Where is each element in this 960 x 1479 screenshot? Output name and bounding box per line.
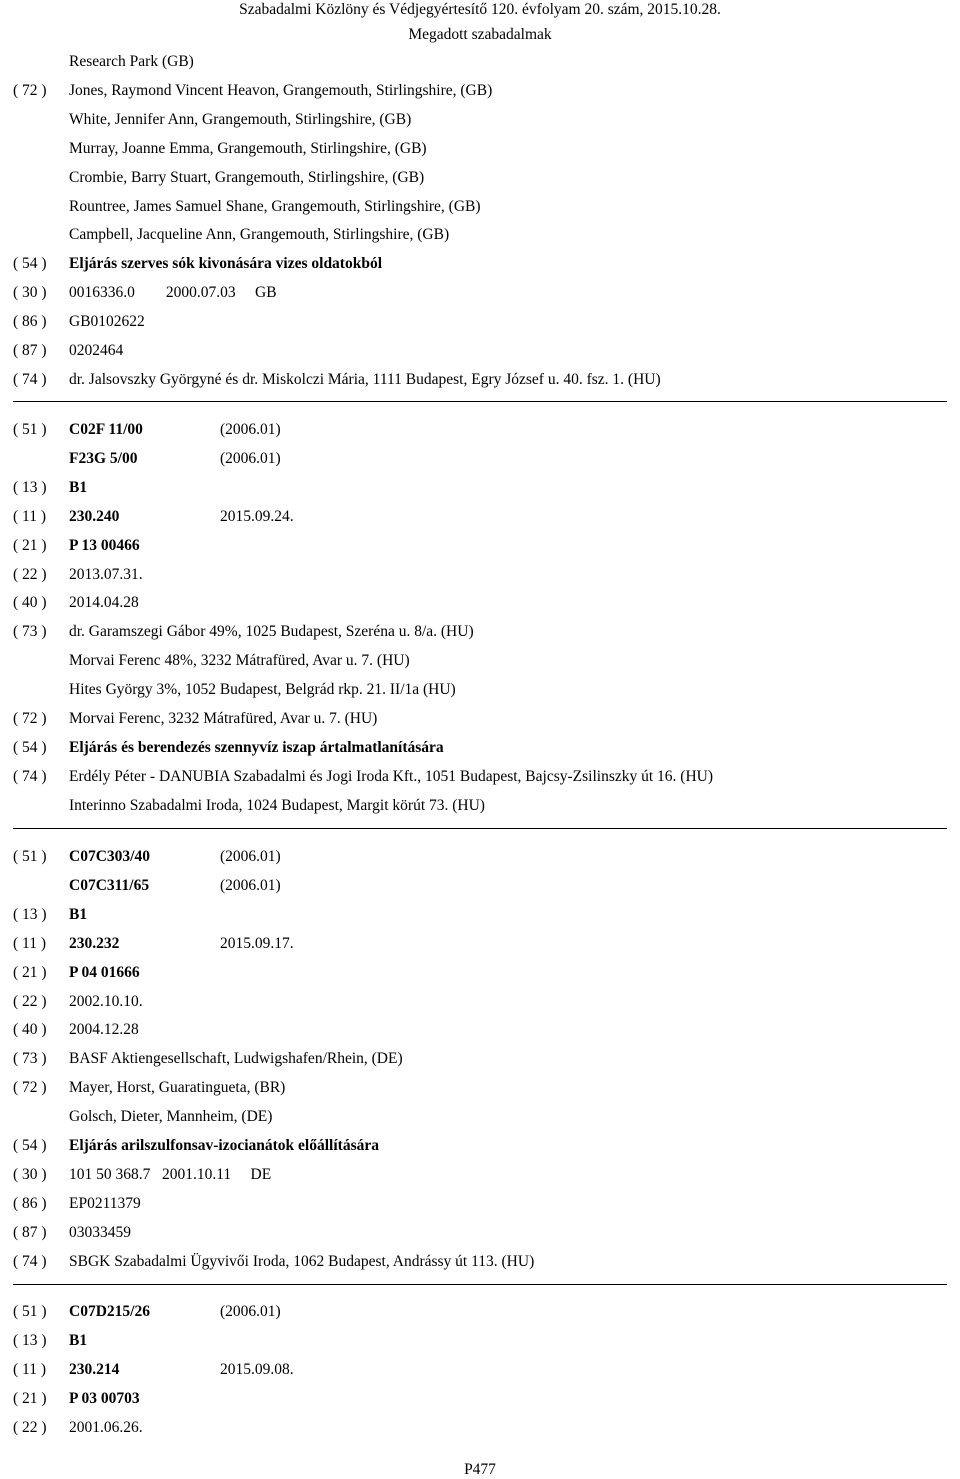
- field-code: ( 72 ): [13, 710, 47, 727]
- field-code: ( 87 ): [13, 342, 47, 359]
- record-separator: [13, 828, 947, 829]
- field-value: 230.214: [69, 1360, 120, 1378]
- field-value: BASF Aktiengesellschaft, Ludwigshafen/Rhein, (DE): [69, 1050, 403, 1068]
- record-line: [0, 307, 960, 336]
- field-code: ( 86 ): [13, 313, 47, 331]
- field-value: C07D215/26: [69, 1303, 150, 1320]
- field-code: ( 72 ): [13, 81, 47, 99]
- field-code: ( 72 ): [13, 1079, 47, 1097]
- record-line: [0, 675, 960, 704]
- record-line: [0, 473, 960, 502]
- record-line: [0, 502, 960, 531]
- record-line: [0, 871, 960, 900]
- record-line: [0, 1131, 960, 1160]
- field-value: B1: [69, 905, 88, 923]
- field-value: Morvai Ferenc, 3232 Mátrafüred, Avar u. 7. (HU): [69, 710, 378, 727]
- field-value: Eljárás és berendezés szennyvíz iszap ártalmatlanítására: [69, 738, 444, 756]
- field-value: B1: [69, 478, 88, 496]
- record-line: [0, 791, 960, 820]
- field-value: Morvai Ferenc 48%, 3232 Mátrafüred, Avar u. 7. (HU): [69, 652, 410, 670]
- field-value: C07C311/65: [69, 876, 150, 894]
- record-line: [0, 134, 960, 163]
- record-line: [0, 278, 960, 307]
- field-code: ( 74 ): [13, 370, 47, 388]
- field-value: Mayer, Horst, Guaratingueta, (BR): [69, 1079, 286, 1097]
- record-line: [0, 415, 960, 444]
- record-line: [0, 987, 960, 1016]
- field-value: Crombie, Barry Stuart, Grangemouth, Stirlingshire, (GB): [69, 168, 425, 186]
- field-code: ( 40 ): [13, 1021, 47, 1039]
- field-value: 2004.12.28: [69, 1021, 139, 1039]
- field-value: 2002.10.10.: [69, 992, 143, 1010]
- field-value: P 04 01666: [69, 963, 140, 981]
- journal-title: Szabadalmi Közlöny és Védjegyértesítő 120. évfolyam 20. szám, 2015.10.28.: [239, 1, 721, 18]
- record-line: [0, 444, 960, 473]
- field-value: dr. Garamszegi Gábor 49%, 1025 Budapest, Szeréna u. 8/a. (HU): [69, 623, 474, 641]
- field-code: ( 21 ): [13, 963, 47, 981]
- field-value: 2001.06.26.: [69, 1418, 143, 1436]
- field-value: SBGK Szabadalmi Ügyvivői Iroda, 1062 Budapest, Andrássy út 113. (HU): [69, 1252, 535, 1270]
- record-line: [0, 1355, 960, 1384]
- field-value: B1: [69, 1331, 88, 1349]
- record-line: [0, 958, 960, 987]
- field-value: 230.240: [69, 507, 120, 525]
- field-value: 2014.04.28: [69, 594, 139, 612]
- record-line: [0, 588, 960, 617]
- record-line: [0, 1218, 960, 1247]
- field-code: ( 13 ): [13, 478, 47, 496]
- field-code: ( 54 ): [13, 255, 47, 273]
- record-line: [0, 733, 960, 762]
- field-code: ( 54 ): [13, 738, 47, 756]
- field-value: C02F 11/00: [69, 421, 143, 438]
- field-value: Jones, Raymond Vincent Heavon, Grangemouth, Stirlingshire, (GB): [69, 81, 493, 99]
- field-code: ( 51 ): [13, 421, 47, 438]
- record-line: [0, 1160, 960, 1189]
- field-date: 2015.09.24.: [220, 507, 294, 525]
- field-date: (2006.01): [220, 1303, 281, 1320]
- field-value: Interinno Szabadalmi Iroda, 1024 Budapest, Margit körút 73. (HU): [69, 796, 485, 814]
- field-value: Golsch, Dieter, Mannheim, (DE): [69, 1108, 273, 1126]
- record-line: [0, 929, 960, 958]
- field-code: ( 30 ): [13, 1165, 47, 1183]
- record-line: [0, 560, 960, 589]
- record-line: [0, 842, 960, 871]
- field-value: 0202464: [69, 342, 124, 359]
- field-value: EP0211379: [69, 1194, 141, 1212]
- field-value: F23G 5/00: [69, 449, 138, 467]
- field-code: ( 87 ): [13, 1223, 47, 1241]
- field-date: 2015.09.17.: [220, 934, 294, 952]
- field-date: (2006.01): [220, 848, 281, 865]
- record-line: [0, 704, 960, 733]
- field-code: ( 74 ): [13, 1252, 47, 1270]
- field-value: 2013.07.31.: [69, 565, 143, 583]
- record-line: [0, 336, 960, 365]
- record-line: [0, 163, 960, 192]
- record-line: [0, 1073, 960, 1102]
- record-line: [0, 1384, 960, 1413]
- field-date: 2015.09.08.: [220, 1360, 294, 1378]
- field-value: GB0102622: [69, 313, 145, 331]
- record-line: [0, 365, 960, 394]
- field-value: 03033459: [69, 1223, 131, 1241]
- record-line: [0, 1102, 960, 1131]
- record-line: [0, 192, 960, 221]
- page-number: P477: [464, 1461, 496, 1478]
- field-code: ( 54 ): [13, 1137, 47, 1154]
- field-code: ( 21 ): [13, 1389, 47, 1407]
- record-line: [0, 1189, 960, 1218]
- field-code: ( 86 ): [13, 1194, 47, 1212]
- field-value: Hites György 3%, 1052 Budapest, Belgrád rkp. 21. II/1a (HU): [69, 681, 456, 699]
- field-value: 0016336.0 2000.07.03 GB: [69, 284, 277, 302]
- record-line: [0, 900, 960, 929]
- record-line: [0, 646, 960, 675]
- field-value: Murray, Joanne Emma, Grangemouth, Stirlingshire, (GB): [69, 139, 427, 157]
- field-value: P 03 00703: [69, 1389, 140, 1407]
- record-separator: [13, 401, 947, 402]
- field-value: Campbell, Jacqueline Ann, Grangemouth, Stirlingshire, (GB): [69, 226, 450, 244]
- field-value: Erdély Péter - DANUBIA Szabadalmi és Jogi Iroda Kft., 1051 Budapest, Bajcsy-Zsilinszky út 16. (HU): [69, 767, 713, 785]
- field-date: (2006.01): [220, 449, 281, 467]
- record-line: [0, 76, 960, 105]
- record-line: [0, 1247, 960, 1276]
- record-line: [0, 1413, 960, 1442]
- field-value: P 13 00466: [69, 536, 140, 554]
- field-code: ( 51 ): [13, 1303, 47, 1320]
- record-line: [0, 762, 960, 791]
- field-code: ( 51 ): [13, 848, 47, 865]
- field-date: (2006.01): [220, 876, 281, 894]
- field-code: ( 13 ): [13, 905, 47, 923]
- record-line: [0, 1326, 960, 1355]
- record-line: [0, 249, 960, 278]
- field-value: dr. Jalsovszky Györgyné és dr. Miskolczi Mária, 1111 Budapest, Egry József u. 40. fsz. 1. (HU): [69, 370, 661, 388]
- record-line: [0, 1044, 960, 1073]
- record-line: [0, 47, 960, 76]
- record-line: [0, 1297, 960, 1326]
- field-value: Rountree, James Samuel Shane, Grangemouth, Stirlingshire, (GB): [69, 197, 481, 215]
- field-value: 230.232: [69, 934, 120, 952]
- record-separator: [13, 1284, 947, 1285]
- field-value: 101 50 368.7 2001.10.11 DE: [69, 1165, 272, 1183]
- record-line: [0, 220, 960, 249]
- field-code: ( 11 ): [13, 1360, 46, 1378]
- section-title: Megadott szabadalmak: [408, 26, 552, 43]
- field-value: C07C303/40: [69, 848, 150, 865]
- field-date: (2006.01): [220, 421, 281, 438]
- field-code: ( 22 ): [13, 565, 47, 583]
- field-code: ( 22 ): [13, 1418, 47, 1436]
- field-code: ( 21 ): [13, 536, 47, 554]
- field-code: ( 30 ): [13, 284, 47, 302]
- field-code: ( 11 ): [13, 507, 46, 525]
- record-line: [0, 1015, 960, 1044]
- field-code: ( 11 ): [13, 934, 46, 952]
- field-code: ( 74 ): [13, 767, 47, 785]
- field-value: White, Jennifer Ann, Grangemouth, Stirlingshire, (GB): [69, 110, 412, 128]
- field-value: Research Park (GB): [69, 53, 194, 70]
- field-code: ( 73 ): [13, 623, 47, 641]
- field-value: Eljárás szerves sók kivonására vizes oldatokból: [69, 255, 383, 273]
- record-line: [0, 531, 960, 560]
- field-code: ( 40 ): [13, 594, 47, 612]
- record-line: [0, 617, 960, 646]
- field-value: Eljárás arilszulfonsav-izocianátok előállítására: [69, 1137, 379, 1154]
- record-line: [0, 105, 960, 134]
- field-code: ( 73 ): [13, 1050, 47, 1068]
- field-code: ( 13 ): [13, 1331, 47, 1349]
- field-code: ( 22 ): [13, 992, 47, 1010]
